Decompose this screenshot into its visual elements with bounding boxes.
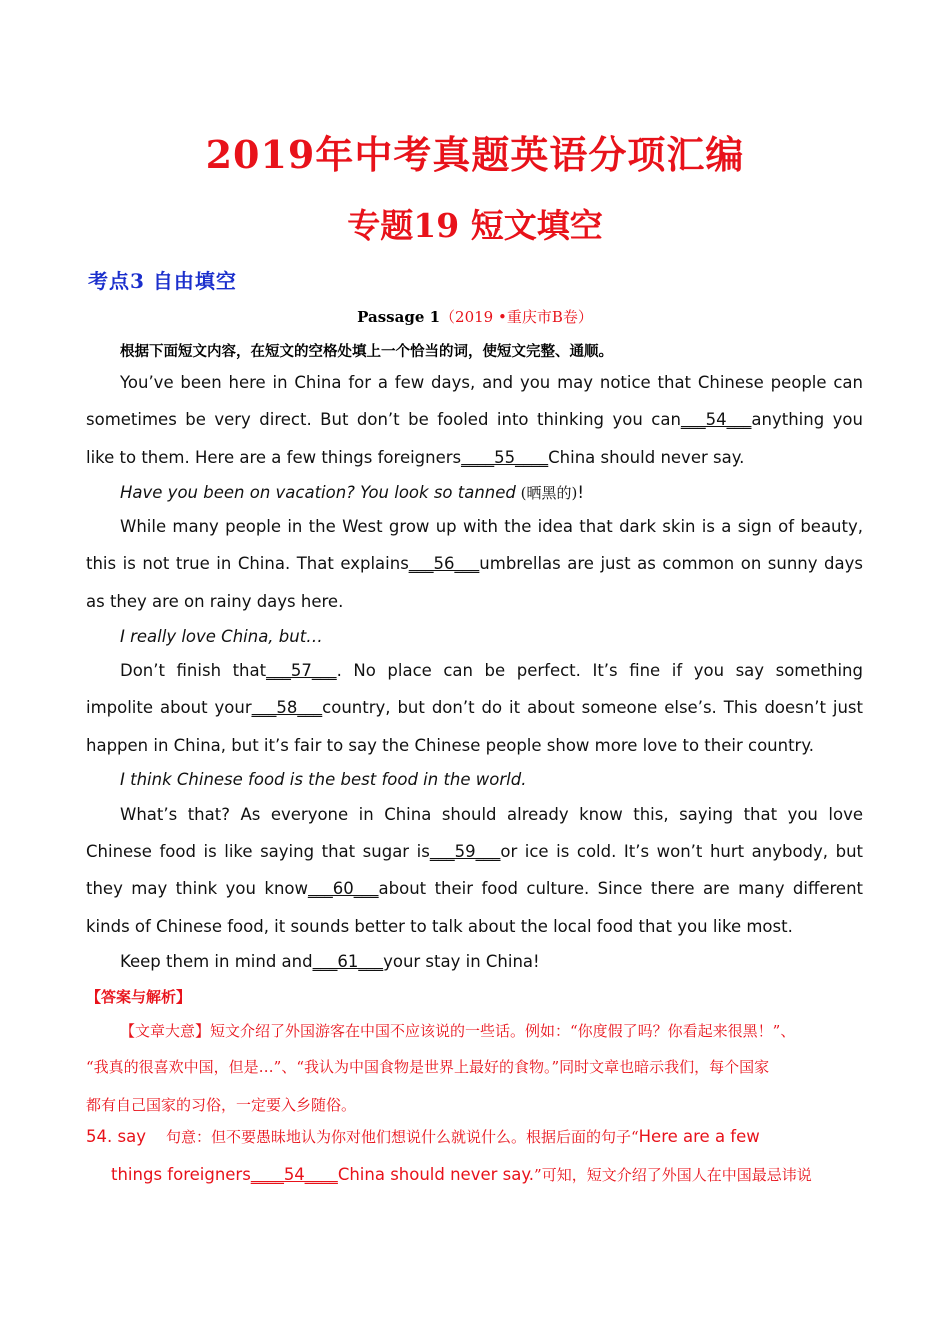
answer-54-line-1	[86, 1126, 760, 1148]
quote-2: I really love China, but…	[120, 627, 323, 646]
p1-line-2-text-b: anything you	[751, 410, 863, 429]
p3-line-2-text-b: country, but don’t do it about someone else’s. This doesn’t just	[322, 698, 863, 717]
p4-line-3-text-b: about their food culture. Since there are many different	[378, 879, 863, 898]
blank-57: ___57___	[266, 661, 337, 680]
p5-text-b: your stay in China!	[383, 952, 540, 971]
blank-58: ___58___	[251, 698, 323, 717]
summary-line-2: “我真的很喜欢中国，但是…”、“我认为中国食物是世界上最好的食物。”同时文章也暗示我们，每个国家	[86, 1058, 770, 1076]
p4-line-2-text-b: or ice is cold. It’s won’t hurt anybody, but	[500, 842, 863, 861]
summary-line-3: 都有自己国家的习俗，一定要入乡随俗。	[86, 1096, 357, 1114]
quote-1	[120, 482, 863, 504]
p1-line-2	[86, 409, 863, 431]
answer-54-quote-a: things foreigners	[111, 1165, 251, 1184]
p3-line-2-text-a: impolite about your	[86, 698, 252, 717]
p3-line-1-text-a: Don’t finish that	[120, 661, 267, 680]
quote-1-text: Have you been on vacation? You look so tanned	[120, 483, 516, 502]
p5-line-1	[120, 951, 863, 973]
answer-54-quote: Here are a few	[638, 1127, 760, 1146]
p2-line-3: as they are on rainy days here.	[86, 592, 344, 611]
p2-line-2-text-a: this is not true in China. That explains	[86, 554, 409, 573]
p4-line-2-text-a: Chinese food is like saying that sugar is	[86, 842, 430, 861]
answer-54-explanation: 句意：但不要愚昧地认为你对他们想说什么就说什么。根据后面的句子“	[165, 1128, 639, 1146]
p3-line-3: happen in China, but it’s fair to say the Chinese people show more love to their country.	[86, 736, 814, 755]
p3-line-1-text-b: . No place can be perfect. It’s fine if you say something	[336, 661, 863, 680]
p4-line-1: What’s that? As everyone in China should already know this, saying that you love	[120, 805, 863, 824]
p5-text-a: Keep them in mind and	[120, 952, 313, 971]
p2-line-2	[86, 553, 863, 575]
page-subtitle: 专题19 短文填空	[347, 206, 603, 245]
blank-59: ___59___	[429, 842, 501, 861]
blank-55: ____55____	[461, 448, 549, 467]
answer-54-explanation-cont: ”可知，短文介绍了外国人在中国最忌讳说	[534, 1166, 812, 1184]
answers-heading: 【答案与解析】	[86, 988, 192, 1006]
answer-54-quote-b: China should never say.	[337, 1165, 535, 1184]
p1-line-3	[86, 447, 863, 469]
quote-1-gloss: (晒黑的)	[515, 484, 578, 502]
blank-56: ___56___	[408, 554, 480, 573]
p4-line-2	[86, 841, 863, 863]
p3-line-1	[120, 660, 863, 682]
p3-line-2	[86, 697, 863, 719]
quote-3: I think Chinese food is the best food in the world.	[120, 770, 527, 789]
blank-61: ___61___	[312, 952, 384, 971]
answer-54-label: 54. say	[86, 1127, 146, 1146]
p4-line-3-text-a: they may think you know	[86, 879, 309, 898]
instruction: 根据下面短文内容，在短文的空格处填上一个恰当的词，使短文完整、通顺。	[120, 343, 613, 360]
blank-54: ___54___	[680, 410, 752, 429]
passage-heading	[0, 306, 950, 327]
passage-source: （2019 •重庆市B卷）	[440, 308, 593, 326]
p4-line-3	[86, 878, 863, 900]
passage-name: Passage 1	[357, 308, 441, 326]
section-heading: 考点3 自由填空	[88, 269, 237, 293]
p1-line-1: You’ve been here in China for a few days, and you may notice that Chinese people can	[120, 373, 863, 392]
p2-line-2-text-b: umbrellas are just as common on sunny days	[479, 554, 863, 573]
page-title: 2019年中考真题英语分项汇编	[205, 132, 745, 177]
p2-line-1: While many people in the West grow up with the idea that dark skin is a sign of beauty,	[120, 517, 863, 536]
quote-1-end: !	[577, 483, 584, 502]
answer-54-line-2	[111, 1164, 812, 1186]
p1-line-3-text-a: like to them. Here are a few things foreigners	[86, 448, 462, 467]
summary-line-1: 【文章大意】短文介绍了外国游客在中国不应该说的一些话。例如：“你度假了吗？你看起来很黑！”、	[120, 1022, 796, 1040]
p1-line-2-text-a: sometimes be very direct. But don’t be fooled into thinking you can	[86, 410, 681, 429]
p4-line-4: kinds of Chinese food, it sounds better to talk about the local food that you like most.	[86, 917, 793, 936]
blank-60: ___60___	[308, 879, 379, 898]
answer-54-blank: ____54____	[250, 1165, 338, 1184]
p1-line-3-text-b: China should never say.	[548, 448, 745, 467]
